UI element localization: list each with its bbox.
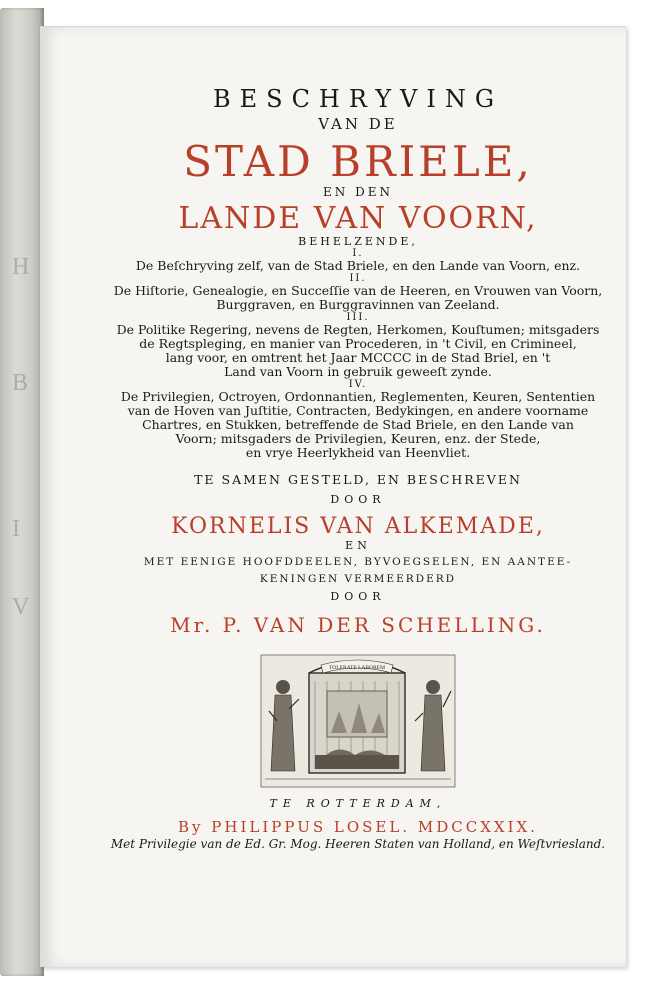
section-text: de Regtspleging, en manier van Procederen, in 't Civil, en Crimineel, [139, 336, 577, 351]
en-line: EN [345, 539, 371, 552]
title-line-en-den: EN DEN [323, 185, 393, 199]
section-text: Burggraven, en Burggravinnen van Zeeland. [216, 297, 500, 312]
door-line: DOOR [330, 493, 386, 506]
section-text: Chartres, en Stukken, betreffende de Stad Briele, en den Lande van [142, 417, 574, 432]
section-text: De Privilegien, Octroyen, Ordonnantien, Reglementen, Keuren, Sententien [120, 389, 596, 404]
section-text: lang voor, en omtrent het Jaar MCCCC in de Stad Briel, en 't [165, 350, 551, 365]
title-line-lande-van-voorn: LANDE VAN VOORN, [178, 201, 538, 236]
section-2 [98, 273, 618, 312]
section-text: Land van Voorn in gebruik geweeſt zynde. [224, 364, 492, 379]
section-text: Voorn; mitsgaders de Privilegien, Keuren, enz. der Stede, [175, 431, 541, 446]
section-text: en vrye Heerlykheid van Heenvliet. [245, 445, 471, 460]
door-line: DOOR [330, 590, 386, 603]
section-text: De Beſchryving zelf, van de Stad Briele, en den Lande van Voorn, enz. [135, 258, 581, 273]
section-text: De Politike Regering, nevens de Regten, Herkomen, Kouſtumen; mitsgaders [116, 322, 600, 337]
imprint-place: TE ROTTERDAM, [269, 797, 447, 810]
spine-letter: B [12, 370, 29, 396]
section-text: De Hiſtorie, Genealogie, en Succeſſie van de Heeren, en Vrouwen van Voorn, [113, 283, 603, 298]
book [0, 8, 628, 980]
section-4 [98, 379, 618, 460]
book-spine [0, 8, 44, 976]
engraved-vignette [255, 651, 461, 791]
additions-line: MET EENIGE HOOFDDEELEN, BYVOEGSELEN, EN AANTEE- [143, 556, 573, 568]
section-text: van de Hoven van Juſtitie, Contracten, Bedykingen, en andere voorname [127, 403, 589, 418]
spine-letter: V [12, 594, 30, 620]
additions-line: KENINGEN VERMEERDERD [259, 573, 457, 585]
imprint-printer: By PHILIPPUS LOSEL. MDCCXXIX. [178, 818, 538, 836]
title-page-text [98, 77, 618, 851]
title-page [40, 26, 626, 967]
title-line-beschryving: BESCHRYVING [212, 85, 504, 113]
spine-letter: I [12, 516, 20, 542]
section-3 [98, 312, 618, 379]
section-numeral: IV. [348, 379, 368, 390]
section-numeral: III. [346, 312, 370, 323]
spine-letter: H [12, 254, 30, 280]
editor-name: Mr. P. VAN DER SCHELLING. [170, 613, 546, 637]
author-name: KORNELIS VAN ALKEMADE, [171, 514, 545, 539]
section-numeral: I. [352, 248, 364, 259]
section-1 [98, 248, 618, 273]
section-numeral: II. [349, 273, 367, 284]
imprint-privilege: Met Privilegie van de Ed. Gr. Mog. Heeren Staten van Holland, en Weſtvriesland. [110, 837, 606, 851]
title-line-stad-briele: STAD BRIELE, [183, 137, 533, 186]
vignette-motto: TOLERATE LABOREM [329, 665, 385, 671]
title-line-behelzende: BEHELZENDE, [298, 235, 418, 248]
compiled-line: TE SAMEN GESTELD, EN BESCHREVEN [194, 472, 522, 487]
title-line-van-de: VAN DE [318, 115, 398, 133]
